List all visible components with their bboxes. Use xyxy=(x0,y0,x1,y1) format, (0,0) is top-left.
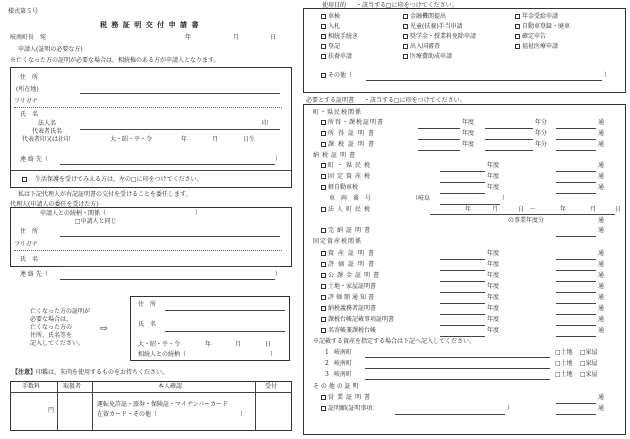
copies-unit: 通 xyxy=(598,316,605,323)
form-number: 様式第５号 xyxy=(8,8,39,15)
cert-option[interactable] xyxy=(321,406,378,412)
certificates-heading: 必要とする証明書 xyxy=(306,97,355,104)
cert-label: 固定資産税 xyxy=(328,173,374,180)
relation-close: ） xyxy=(195,210,202,217)
fiscal-year-field[interactable] xyxy=(440,171,485,172)
purpose-option[interactable] xyxy=(403,34,476,40)
copies-unit: 通 xyxy=(598,327,605,334)
purpose-other-checkbox[interactable] xyxy=(321,73,326,78)
applicant-name-field[interactable] xyxy=(80,129,280,130)
house-option[interactable]: □家屋 xyxy=(580,349,598,356)
cert-option[interactable] xyxy=(321,228,373,234)
location-field[interactable] xyxy=(365,379,550,380)
date-day-label: 日 xyxy=(270,34,277,41)
location-no: 3 xyxy=(325,371,329,378)
purpose-option[interactable] xyxy=(321,14,340,20)
deceased-day-label: 日 xyxy=(265,341,272,348)
location-no: 1 xyxy=(325,349,329,356)
copies-field[interactable] xyxy=(556,336,596,337)
cert-checkbox[interactable] xyxy=(321,317,326,322)
cert-checkbox[interactable] xyxy=(321,185,326,190)
cert-option[interactable] xyxy=(321,174,373,180)
property-location-row xyxy=(325,350,352,356)
copies-unit: 通 xyxy=(598,250,605,257)
purpose-checkbox[interactable] xyxy=(403,54,408,59)
fiscal-year-field[interactable] xyxy=(440,259,485,260)
fiscal-year-field[interactable] xyxy=(440,325,485,326)
location-field[interactable] xyxy=(365,368,550,369)
location-place: 岐南町 xyxy=(333,349,352,356)
office-header-divider xyxy=(10,392,292,393)
delegation-text: 私は下記代理人が右記証明書の交付を受けることを委任します。 xyxy=(18,191,192,198)
copies-field[interactable] xyxy=(556,281,596,282)
purpose-checkbox[interactable] xyxy=(321,24,326,29)
contact-close: ） xyxy=(275,156,282,163)
purpose-option-label: 相続手続き xyxy=(328,33,359,40)
cert-label: 所得・課税証明書 xyxy=(328,119,385,126)
deceased-instruction-line: 亡くなった方の xyxy=(30,324,73,331)
caution-label: 【注意】 xyxy=(12,369,37,376)
fiscal-year-field[interactable] xyxy=(440,270,485,271)
purpose-option-label: 年金受給申請 xyxy=(522,13,559,20)
purpose-option[interactable] xyxy=(403,14,446,20)
other-cert-heading: そ の 他 の 証 明 xyxy=(313,383,359,390)
purpose-option[interactable] xyxy=(321,24,340,30)
birth-year-label: 年 xyxy=(181,136,188,143)
fiscal-year-field[interactable] xyxy=(418,150,460,151)
cert-checkbox[interactable] xyxy=(321,207,326,212)
birth-era: 大・昭・平・令 xyxy=(110,136,153,143)
cert-checkbox[interactable] xyxy=(321,251,326,256)
period-day: 日 xyxy=(518,206,525,213)
cert-checkbox[interactable] xyxy=(321,262,326,267)
cert-label: 評価証明書 xyxy=(328,261,379,268)
cert-checkbox[interactable] xyxy=(321,228,326,233)
purpose-heading: 使用目的 xyxy=(322,2,347,9)
purpose-option[interactable] xyxy=(403,24,463,30)
fiscal-year-field[interactable] xyxy=(440,336,485,337)
cert-option[interactable] xyxy=(321,273,382,279)
purpose-option[interactable] xyxy=(515,14,558,20)
vehicle-number-label: 車両番号 xyxy=(329,195,378,202)
period-year: 年 xyxy=(560,206,567,213)
copies-field[interactable] xyxy=(556,139,596,140)
copies-field[interactable] xyxy=(556,314,596,315)
land-option[interactable]: □土地 xyxy=(555,360,573,367)
caution xyxy=(12,370,168,376)
applicant-heading: 申請人(証明の必要な方) xyxy=(18,46,83,53)
purpose-checkbox[interactable] xyxy=(515,24,520,29)
property-note: ※記載する資産を指定する場合は下記へ記入してください。 xyxy=(313,338,476,345)
purpose-option[interactable] xyxy=(515,44,558,50)
cert-label: 法人町民税 xyxy=(328,206,374,213)
plate-field[interactable] xyxy=(440,204,500,205)
copies-unit: 通 xyxy=(598,294,605,301)
applicant-address-label: 住 所 xyxy=(20,74,39,81)
applicant-location-label: (所在地) xyxy=(16,86,39,93)
cert-option[interactable] xyxy=(321,120,384,126)
agent-contact-field[interactable] xyxy=(60,279,275,280)
corp-rep-label: 代表者氏名 xyxy=(32,128,63,135)
cert-checkbox[interactable] xyxy=(321,406,326,411)
cert-checkbox[interactable] xyxy=(321,284,326,289)
fiscal-year-unit: 年度 xyxy=(462,141,475,148)
id-close: ） xyxy=(240,411,247,418)
fiscal-year-unit: 年度 xyxy=(462,119,475,126)
copies-field[interactable] xyxy=(556,171,596,172)
purpose-option-label: 児童(扶養)手当申請 xyxy=(410,23,463,30)
cert-checkbox[interactable] xyxy=(321,328,326,333)
cert-checkbox[interactable] xyxy=(321,163,326,168)
fee-unit: 円 xyxy=(48,407,55,414)
cert-option[interactable] xyxy=(321,142,378,148)
property-tax-heading: 固定資産税関係 xyxy=(313,238,363,245)
deceased-relation-label: 相続人との続柄（ xyxy=(138,351,187,358)
copies-unit: 通 xyxy=(598,119,605,126)
purpose-checkbox[interactable] xyxy=(403,24,408,29)
corp-name-label: 法人名 xyxy=(38,120,57,127)
cert-option[interactable] xyxy=(321,306,376,312)
cert-label: 納税義務者証明書 xyxy=(328,305,377,312)
cert-label: 課税証明書 xyxy=(328,141,379,148)
period-month: 月 xyxy=(590,206,597,213)
purpose-option-label: 入札 xyxy=(328,23,341,30)
purpose-option-label: 医療費助成申請 xyxy=(410,53,453,60)
deceased-instruction-line: 住所、氏名等を xyxy=(30,332,73,339)
year-portion-field[interactable] xyxy=(485,139,533,140)
purpose-checkbox[interactable] xyxy=(403,34,408,39)
location-place: 岐南町 xyxy=(333,360,352,367)
deceased-address-field[interactable] xyxy=(165,310,285,311)
cert-label: 土地・家屋証明書 xyxy=(328,283,377,290)
location-no: 2 xyxy=(325,360,329,367)
cert-checkbox[interactable] xyxy=(321,120,326,125)
purpose-checkbox[interactable] xyxy=(321,54,326,59)
fiscal-year-unit: 年度 xyxy=(487,184,500,191)
location-field[interactable] xyxy=(365,357,550,358)
purpose-option[interactable] xyxy=(515,34,546,40)
cert-label: 軽自動車税 xyxy=(328,184,359,191)
purpose-option[interactable] xyxy=(321,54,352,60)
copies-unit: 通 xyxy=(598,162,605,169)
copies-field[interactable] xyxy=(556,270,596,271)
deceased-name-label: 氏 名 xyxy=(138,321,157,328)
fiscal-year-field[interactable] xyxy=(440,314,485,315)
fiscal-year-field[interactable] xyxy=(440,292,485,293)
cert-option[interactable] xyxy=(321,284,376,290)
purpose-checkbox[interactable] xyxy=(515,44,520,49)
fiscal-year-unit: 年度 xyxy=(487,294,500,301)
house-option[interactable]: □家屋 xyxy=(580,360,598,367)
agent-name-field[interactable] xyxy=(60,266,280,267)
purpose-option[interactable] xyxy=(321,34,358,40)
fiscal-year-unit: 年度 xyxy=(487,316,500,323)
cert-label: 完納証明書 xyxy=(328,227,374,234)
office-col-divider xyxy=(57,381,58,431)
year-portion-unit: 年分 xyxy=(535,130,548,137)
fiscal-year-unit: 年度 xyxy=(487,261,500,268)
cert-checkbox[interactable] xyxy=(321,174,326,179)
copies-unit: 通 xyxy=(598,272,605,279)
plate-prefix: （岐阜 xyxy=(412,195,431,202)
agent-contact-label: 連 絡 先（ xyxy=(20,271,48,278)
agent-contact-close: ） xyxy=(275,271,282,278)
copies-field[interactable] xyxy=(556,303,596,304)
copies-field[interactable] xyxy=(556,325,596,326)
copies-unit: 通 xyxy=(598,305,605,312)
fiscal-year-field[interactable] xyxy=(440,182,485,183)
date-year-label: 年 xyxy=(185,34,192,41)
agent-furigana-field[interactable] xyxy=(14,250,282,251)
cert-checkbox[interactable] xyxy=(321,295,326,300)
fiscal-year-unit: 年度 xyxy=(487,162,500,169)
fiscal-year-field[interactable] xyxy=(440,281,485,282)
tax-payment-heading: 納税証明書 xyxy=(313,152,359,159)
deceased-relation-close: ） xyxy=(270,351,277,358)
welfare-text: 生活保護を受けてみえる方は、左の□に印をつけてください。 xyxy=(35,176,203,183)
purpose-checkbox[interactable] xyxy=(321,44,326,49)
fiscal-year-unit: 年度 xyxy=(487,272,500,279)
purpose-checkbox[interactable] xyxy=(403,44,408,49)
deceased-instruction-line: 記入してください。 xyxy=(30,340,85,347)
purpose-checkbox[interactable] xyxy=(403,14,408,19)
copies-unit: 通 xyxy=(598,283,605,290)
house-option[interactable]: □家屋 xyxy=(580,371,598,378)
copies-unit: 通 xyxy=(598,405,605,412)
cert-label: 所得証明書 xyxy=(328,130,379,137)
year-portion-field[interactable] xyxy=(485,150,533,151)
fiscal-year-unit: 年度 xyxy=(487,305,500,312)
copies-unit: 通 xyxy=(598,394,605,401)
year-portion-field[interactable] xyxy=(485,128,533,129)
cert-checkbox[interactable] xyxy=(321,131,326,136)
deceased-month-label: 月 xyxy=(235,341,242,348)
applicant-furigana-field[interactable] xyxy=(14,107,282,108)
copies-field[interactable] xyxy=(556,403,596,404)
copies-unit: 通 xyxy=(598,261,605,268)
purpose-option-label: 自動車登録・廃車 xyxy=(522,23,571,30)
id-options-line-1: 運転免許証・旅券・保険証・マイナンバーカード xyxy=(97,401,229,408)
purpose-other-close: ） xyxy=(604,72,611,79)
property-location-row xyxy=(325,372,352,378)
copies-field[interactable] xyxy=(556,259,596,260)
land-option[interactable]: □土地 xyxy=(555,349,573,356)
cert-label: 課税台帳記載事項証明書 xyxy=(328,316,395,323)
purpose-option[interactable] xyxy=(403,54,452,60)
copies-field[interactable] xyxy=(556,150,596,151)
form-title: 税 務 証 明 交 付 申 請 書 xyxy=(100,20,200,29)
applicant-contact-label: 連 絡 先（ xyxy=(20,156,48,163)
reception-header: 受付 xyxy=(265,383,278,390)
cert-checkbox[interactable] xyxy=(321,273,326,278)
purpose-option-label: 金融機関提出 xyxy=(410,13,447,20)
cert-label: 名寄帳兼課税台帳 xyxy=(328,327,377,334)
purpose-option[interactable] xyxy=(515,24,570,30)
cert-option[interactable] xyxy=(321,163,373,169)
cert-checkbox[interactable] xyxy=(321,142,326,147)
plate-close: ） xyxy=(502,195,509,202)
copies-unit: 通 xyxy=(598,217,605,224)
cert-option[interactable] xyxy=(321,317,394,323)
deceased-name-field[interactable] xyxy=(165,331,285,332)
cert-label: 公課金証明書 xyxy=(328,272,383,279)
cert-label: 証明願(証明事項： xyxy=(328,405,379,412)
office-col-divider xyxy=(255,381,256,431)
certificate-matter-field[interactable] xyxy=(395,414,505,415)
seal-mark: 印 xyxy=(262,120,269,127)
deceased-instruction xyxy=(30,308,90,348)
purpose-option-label: 車検 xyxy=(328,13,341,20)
caution-text: 印鑑は、朱肉を使用するものをお持ちください。 xyxy=(36,369,169,376)
office-col-divider xyxy=(92,381,93,431)
cert-checkbox[interactable] xyxy=(321,395,326,400)
copies-field[interactable] xyxy=(556,236,596,237)
purpose-option-label: 福祉医療申請 xyxy=(522,43,559,50)
cert-option[interactable] xyxy=(321,207,373,213)
applicant-name-label: 氏 名 xyxy=(20,111,39,118)
cert-option[interactable] xyxy=(321,185,358,191)
addressee: 岐南町長 宛 xyxy=(10,34,47,41)
agent-address-field[interactable] xyxy=(60,236,280,237)
handler-header: 取扱者 xyxy=(63,383,82,390)
copies-field[interactable] xyxy=(556,414,596,415)
arrow-right-icon: ⇨ xyxy=(100,324,108,334)
cert-label: 評価額通知書 xyxy=(328,294,377,301)
year-portion-unit: 年分 xyxy=(535,141,548,148)
agent-address-label: 住 所 xyxy=(20,228,39,235)
agent-heading: 代理人(申請人の委任を受けた方) xyxy=(10,201,99,208)
resident-tax-heading: 町・県民税関係 xyxy=(313,109,363,116)
purpose-other-label: その他（ xyxy=(328,72,353,79)
land-option[interactable]: □土地 xyxy=(555,371,573,378)
period-tilde: ～ xyxy=(530,206,537,213)
birth-day-label: 日生 xyxy=(243,136,256,143)
property-location-row xyxy=(325,361,352,367)
copies-field[interactable] xyxy=(556,292,596,293)
agent-name-label: 氏 名 xyxy=(20,256,39,263)
purpose-instruction: ・該当する□に印をつけてください。 xyxy=(356,2,458,9)
welfare-row xyxy=(22,177,203,183)
agent-relation-label: 申請人との続柄・関係（ xyxy=(40,210,107,217)
date-month-label: 月 xyxy=(233,34,240,41)
cert-option[interactable] xyxy=(321,328,376,334)
purpose-option-label: 出入国審査 xyxy=(410,43,441,50)
purpose-checkbox[interactable] xyxy=(321,14,326,19)
purpose-checkbox[interactable] xyxy=(515,14,520,19)
applicant-contact-field[interactable] xyxy=(60,164,275,165)
cert-option[interactable] xyxy=(321,295,376,301)
location-place: 岐南町 xyxy=(333,371,352,378)
purpose-checkbox[interactable] xyxy=(321,34,326,39)
corp-seal-label: 代表者印又は社印 xyxy=(22,136,71,143)
business-year-label: の事業年度分 xyxy=(508,217,545,224)
cert-label: 営業証明書 xyxy=(328,394,374,401)
certificates-instruction: ・該当する□に印をつけてください。 xyxy=(364,97,466,104)
cert-option[interactable] xyxy=(321,251,378,257)
id-check-header: 本人確認 xyxy=(158,383,183,390)
agent-furigana-label: フリガナ xyxy=(14,241,38,248)
fiscal-year-unit: 年度 xyxy=(487,250,500,257)
purpose-other-field[interactable] xyxy=(366,80,602,81)
purpose-other-option[interactable] xyxy=(321,73,352,79)
period-field[interactable] xyxy=(430,214,615,215)
purpose-checkbox[interactable] xyxy=(515,34,520,39)
applicant-furigana-label: フリガナ xyxy=(14,98,38,105)
copies-unit: 通 xyxy=(598,227,605,234)
copies-unit: 通 xyxy=(598,173,605,180)
deceased-era: 大・昭・平・令 xyxy=(138,341,181,348)
cert-label: 町・県民税 xyxy=(328,162,374,169)
cert-option[interactable] xyxy=(321,131,378,137)
fiscal-year-unit: 年度 xyxy=(487,173,500,180)
copies-field[interactable] xyxy=(556,193,596,194)
fiscal-year-field[interactable] xyxy=(440,193,485,194)
birth-month-label: 月 xyxy=(212,136,219,143)
cert-label: 資産証明書 xyxy=(328,250,379,257)
copies-unit: 通 xyxy=(598,184,605,191)
cert-option[interactable] xyxy=(321,395,373,401)
cert-checkbox[interactable] xyxy=(321,306,326,311)
purpose-option[interactable] xyxy=(321,44,340,50)
copies-unit: 通 xyxy=(598,141,605,148)
certificate-matter-close: ） xyxy=(507,405,514,412)
deceased-instruction-line: 必要な場合は、 xyxy=(30,316,73,323)
copies-field[interactable] xyxy=(556,182,596,183)
agent-same-option[interactable]: □申請人と同じ xyxy=(75,218,117,225)
period-day: 日 xyxy=(615,206,622,213)
id-options-line-2: 在留カード・その他（ xyxy=(97,411,158,418)
applicant-address-field[interactable] xyxy=(80,93,280,94)
purpose-option[interactable] xyxy=(403,44,440,50)
welfare-divider xyxy=(10,170,292,171)
applicant-note: ※亡くなった方の証明が必要な場合は、相続権のある方が申請人となります。 xyxy=(10,57,220,64)
purpose-option-label: 扶養申請 xyxy=(328,53,353,60)
copies-unit: 通 xyxy=(598,130,605,137)
fiscal-year-field[interactable] xyxy=(418,139,460,140)
deceased-instruction-line: 亡くなった方の証明が xyxy=(30,308,91,315)
purpose-option-label: 奨学金・授業料免除申請 xyxy=(410,33,477,40)
fiscal-year-unit: 年度 xyxy=(462,130,475,137)
period-year: 年 xyxy=(465,206,472,213)
fiscal-year-field[interactable] xyxy=(440,303,485,304)
year-portion-unit: 年分 xyxy=(535,119,548,126)
deceased-address-label: 住 所 xyxy=(138,301,157,308)
period-month: 月 xyxy=(492,206,499,213)
copies-field[interactable] xyxy=(556,128,596,129)
purpose-option-label: 登記 xyxy=(328,43,341,50)
deceased-year-label: 年 xyxy=(205,341,212,348)
purpose-option-label: 確定申告 xyxy=(522,33,547,40)
fee-header: 手数料 xyxy=(22,383,41,390)
welfare-checkbox[interactable] xyxy=(22,177,27,182)
fiscal-year-field[interactable] xyxy=(418,128,460,129)
cert-option[interactable] xyxy=(321,262,378,268)
fiscal-year-unit: 年度 xyxy=(487,283,500,290)
fiscal-year-unit: 年度 xyxy=(487,327,500,334)
